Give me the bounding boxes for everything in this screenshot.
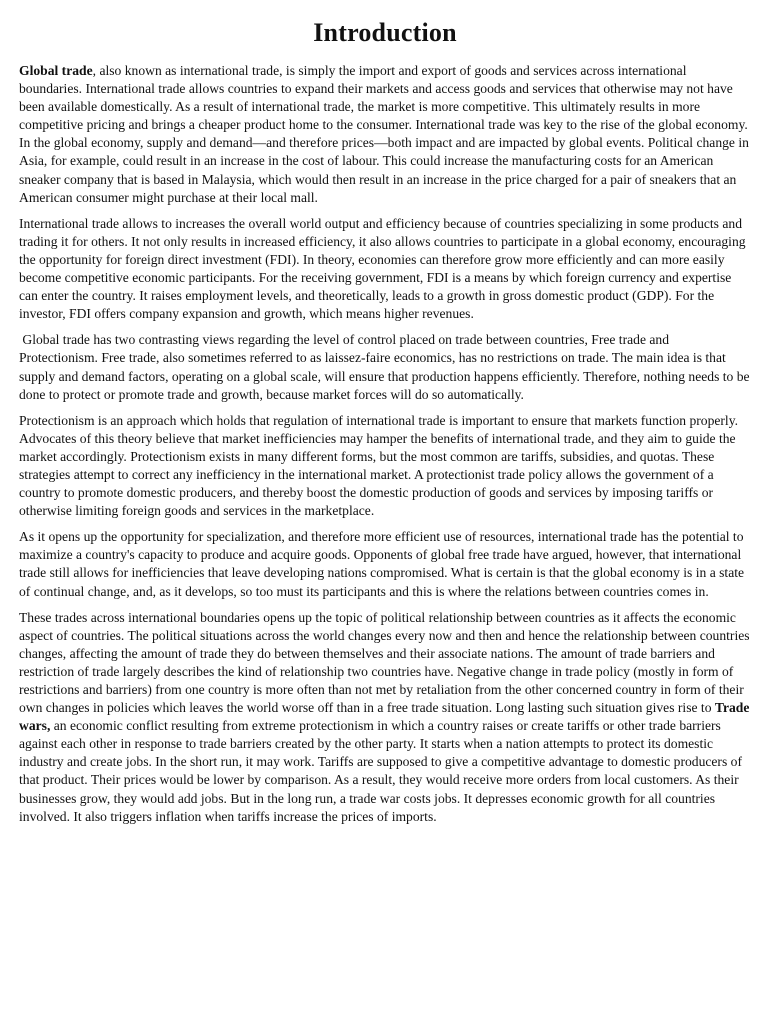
paragraph-protectionism: Protectionism is an approach which holds that regulation of international trade is important to ensure that markets function properly. Advocates of this theory believe that market inefficiencies may hamper the benefits of international trade, and they aim to guide the market accordingly. Protectionism exists in many different forms, but the most common are tariffs, subsidies, and quotas. These strategies attempt to correct any inefficiency in the international market. A protectionist trade policy allows the government of a country to promote domestic producers, and thereby boost the domestic production of goods and services by imposing tariffs or otherwise limiting foreign goods and services in the marketplace. <box>19 412 739 519</box>
paragraph-trade-wars-text-after: an economic conflict resulting from extreme protectionism in which a country raises or create tariffs or other trade barriers against each other in response to trade barriers created by the other party. It starts when a nation attempts to protect its domestic industry and create jobs. In the short run, it may work. Tariffs are supposed to give a competitive advantage to domestic producers of that product. Their prices would be lower by comparison. As a result, they would receive more orders from local customers. As their businesses grow, they would add jobs. But in the long run, a trade war costs jobs. It depresses economic growth for all countries involved. It also triggers inflation when tariffs increase the prices of imports. <box>19 718 742 824</box>
paragraph-global-trade <box>19 62 751 207</box>
paragraph-global-trade-text: , also known as international trade, is simply the import and export of goods and services across international boundaries. International trade allows countries to expand their markets and access goods and services that otherwise may not have been available domestically. As a result of international trade, the market is more competitive. This ultimately results in more competitive pricing and brings a cheaper product home to the consumer. International trade was key to the rise of the global economy. In the global economy, supply and demand—and therefore prices—both impact and are impacted by global events. Political change in Asia, for example, could result in an increase in the cost of labour. This could increase the manufacturing costs for an American sneaker company that is based in Malaysia, which would then result in an increase in the price charged for a pair of sneakers that an American consumer might purchase at their local mall. <box>19 63 749 205</box>
term-trade-wars: Trade wars, <box>19 700 750 734</box>
paragraph-fdi: International trade allows to increases the overall world output and efficiency because of countries specializing in some products and trading it for others. It not only results in increased efficiency, it also allows countries to participate in a global economy, encouraging the opportunity for foreign direct investment (FDI). In theory, economies can therefore grow more efficiently and can more easily become competitive economic participants. For the receiving government, FDI is a means by which foreign currency and expertise can enter the country. It raises employment levels, and theoretically, leads to a growth in gross domestic product (GDP). For the investor, FDI offers company expansion and growth, which means higher revenues. <box>19 215 746 322</box>
document-title: Introduction <box>313 18 457 47</box>
paragraph-trade-wars-text-before: These trades across international boundaries opens up the topic of political relationship between countries as it affects the economic aspect of countries. The political situations across the world changes every now and then and hence the relationship between countries changes, affecting the amount of trade they do between themselves and their associate nations. The amount of trade barriers and restriction of trade largely describes the kind of relationship two countries have. Negative change in trade policy (mostly in form of restrictions and barriers) from one country is more often than not met by retaliation from the other concerned country in form of their own changes in policies which leaves the world worse off than in a free trade situation. Long lasting such situation gives rise to <box>19 609 750 716</box>
paragraph-free-trade-text: Global trade has two contrasting views regarding the level of control placed on trade between countries, Free trade and Protectionism. Free trade, also sometimes referred to as laissez-faire economics, has no restrictions on trade. The main idea is that supply and demand factors, operating on a global scale, will ensure that production happens efficiently. Therefore, nothing needs to be done to protect or promote trade and growth, because market forces will do so automatically. <box>19 332 750 402</box>
paragraph-specialization: As it opens up the opportunity for specialization, and therefore more efficient use of resources, international trade has the potential to maximize a country's capacity to produce and acquire goods. Opponents of global free trade have argued, however, that international trade still allows for inefficiencies that leave developing nations compromised. What is certain is that the global economy is in a state of continual change, and, as it develops, so too must its participants and this is where the relations between countries comes in. <box>19 529 745 599</box>
term-global-trade: Global trade <box>19 63 93 78</box>
document-page <box>19 14 751 834</box>
paragraph-free-trade <box>19 331 751 403</box>
paragraph-trade-wars <box>19 609 751 826</box>
